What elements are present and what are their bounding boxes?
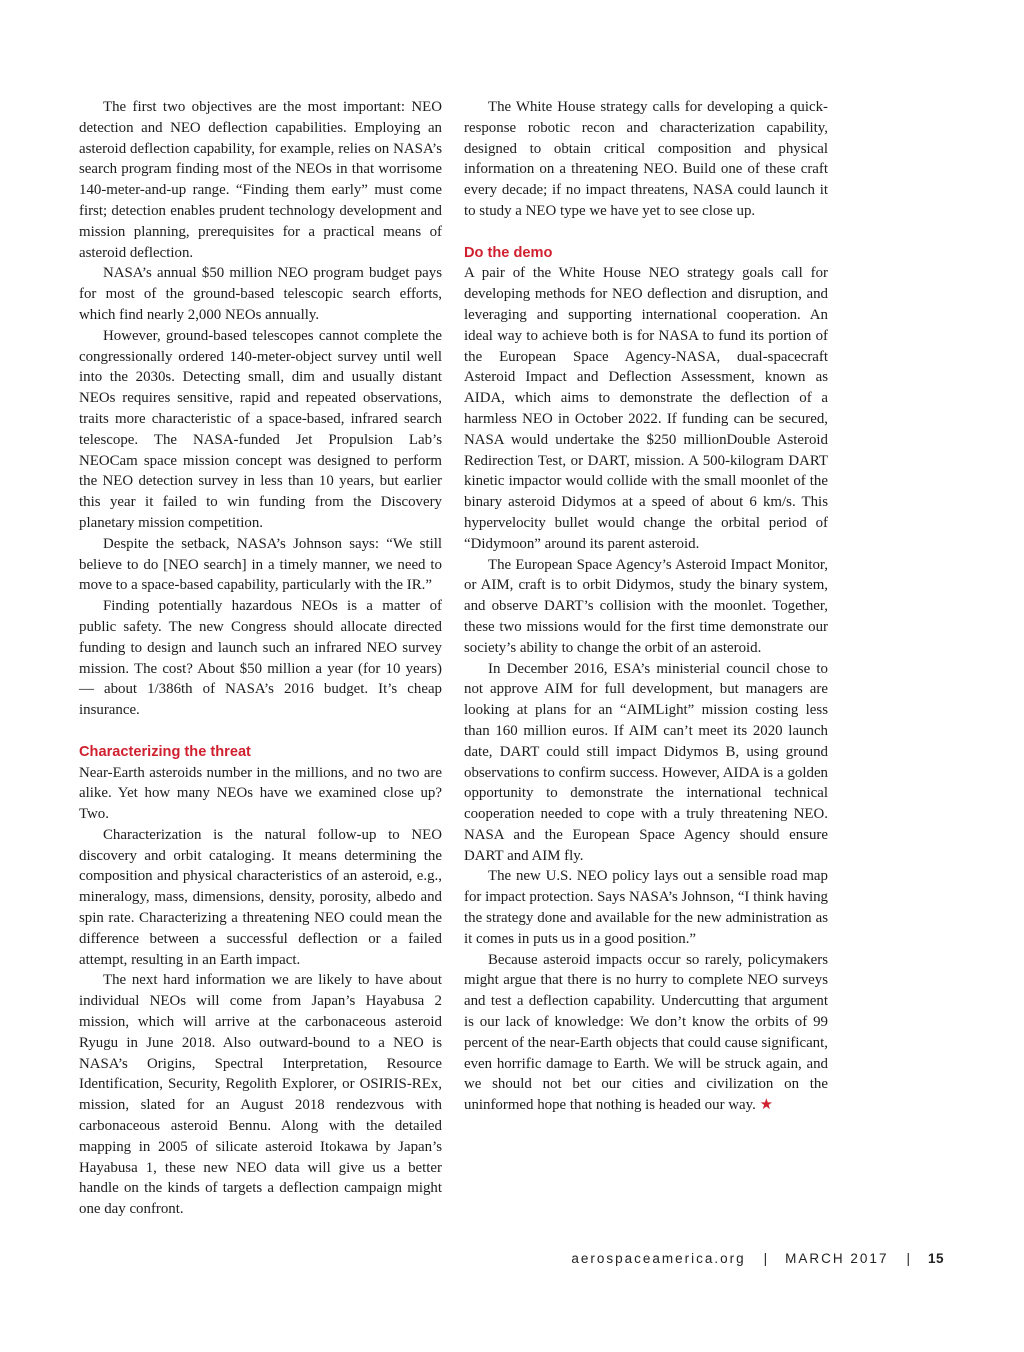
footer-separator: |: [906, 1250, 910, 1266]
paragraph: However, ground-based telescopes cannot complete the congressionally ordered 140-meter-object survey until well into the 2030s. Detecting small, dim and usually distant NEOs requires sensitive, rapid and repeated observations, traits more characteristic of a space-based, infrared search telescope. The NASA-funded Jet Propulsion Lab’s NEOCam space mission concept was designed to perform the NEO detection survey in less than 10 years, but earlier this year it failed to win funding from the Discovery planetary mission competition.: [79, 327, 442, 531]
section-heading: Do the demo: [464, 244, 553, 261]
paragraph: The European Space Agency’s Asteroid Impact Monitor, or AIM, craft is to orbit Didymos, study the binary system, and observe DART’s collision with the moonlet. Together, these two missions would for the first time demonstrate our society’s ability to change the orbit of an asteroid.: [464, 556, 828, 656]
paragraph: The next hard information we are likely to have about individual NEOs will come from Japan’s Hayabusa 2 mission, which will arrive at the carbonaceous asteroid Ryugu in June 2018. Also outward-bound to a NEO is NASA’s Origins, Spectral Interpretation, Resource Identification, Security, Regolith Explorer, or OSIRIS-REx, mission, slated for an August 2018 rendezvous with carbonaceous asteroid Bennu. Along with the detailed mapping in 2005 of silicate asteroid Itokawa by Japan’s Hayabusa 1, these new NEO data will give us a better handle on the kinds of targets a deflection campaign might one day confront.: [79, 972, 442, 1218]
paragraph-text: Because asteroid impacts occur so rarely, policymakers might argue that there is no hurry to complete NEO surveys and test a deflection capability. Undercutting that argument is our lack of knowledge: We don’t know the orbits of 99 percent of the near-Earth objects that could cause significant, even horrific damage to Earth. We will be struck again, and we should not bet our cities and civilization on the uninformed hope that nothing is headed our way.: [464, 951, 828, 1114]
section-spacer: [79, 721, 442, 742]
footer-separator: |: [763, 1250, 768, 1266]
paragraph: NASA’s annual $50 million NEO program budget pays for most of the ground-based telescopic search efforts, which find nearly 2,000 NEOs annually.: [79, 265, 442, 323]
paragraph: Characterization is the natural follow-up to NEO discovery and orbit cataloging. It means determining the composition and physical characteristics of an asteroid, e.g., mineralogy, mass, dimensions, density, porosity, albedo and spin rate. Characterizing a threatening NEO could mean the difference between a successful deflection or a failed attempt, resulting in an Earth impact.: [79, 826, 442, 968]
paragraph: The White House strategy calls for developing a quick-response robotic recon and characterization capability, designed to obtain critical composition and physical information on a threatening NEO. Build one of these craft every decade; if no impact threatens, NASA could launch it to study a NEO type we have yet to see close up.: [464, 99, 828, 219]
footer-issue: MARCH 2017: [785, 1250, 889, 1266]
paragraph: In December 2016, ESA’s ministerial council chose to not approve AIM for full development, but managers are looking at plans for an “AIMLight” mission costing less than 160 million euros. If AIM can’t meet its 2020 launch date, DART could still impact Didymos B, using ground observations to confirm success. However, AIDA is a golden opportunity to demonstrate the international technical cooperation needed to cope with a truly threatening NEO. NASA and the European Space Agency should ensure DART and AIM fly.: [464, 660, 828, 864]
page-footer: [571, 1248, 944, 1268]
page-number: 15: [927, 1250, 944, 1266]
paragraph: Finding potentially hazardous NEOs is a matter of public safety. The new Congress should allocate directed funding to design and launch such an infrared NEO survey mission. The cost? About $50 million a year (for 10 years) — about 1/386th of NASA’s 2016 budget. It’s cheap insurance.: [79, 598, 442, 719]
paragraph: The new U.S. NEO policy lays out a sensible road map for impact protection. Says NASA’s Johnson, “I think having the strategy done and available for the new administration as it comes in puts us in a good position.”: [464, 868, 828, 947]
paragraph: Near-Earth asteroids number in the millions, and no two are alike. Yet how many NEOs have we examined close up? Two.: [79, 764, 442, 823]
paragraph-final: [464, 950, 828, 1116]
footer-website: aerospaceamerica.org: [571, 1250, 746, 1266]
end-star-icon: ★: [759, 1097, 773, 1114]
section-heading: Characterizing the threat: [79, 743, 251, 760]
section-spacer: [464, 222, 828, 243]
left-column: [79, 97, 442, 1220]
paragraph: The first two objectives are the most important: NEO detection and NEO deflection capabilities. Employing an asteroid deflection capability, for example, relies on NASA’s search program finding most of the NEOs in that worrisome 140-meter-and-up range. “Finding them early” must come first; detection enables prudent technology development and mission planning, prerequisites for a practical means of asteroid deflection.: [79, 99, 442, 261]
paragraph: A pair of the White House NEO strategy goals call for developing methods for NEO deflection and disruption, and leveraging and supporting international cooperation. An ideal way to achieve both is for NASA to fund its portion of the European Space Agency-NASA, dual-spacecraft Asteroid Impact and Deflection Assessment, known as AIDA, which aims to demonstrate the deflection of a harmless NEO in October 2022. If funding can be secured, NASA would undertake the $250 millionDouble Asteroid Redirection Test, or DART, mission. A 500-kilogram DART kinetic impactor would collide with the small moonlet of the binary asteroid Didymos at a speed of about 6 km/s. This hypervelocity bullet would change the orbital period of “Didymoon” around its parent asteroid.: [464, 265, 828, 552]
paragraph: Despite the setback, NASA’s Johnson says: “We still believe to do [NEO search] in a timely manner, we need to move to a space-based capability, particularly with the IR.”: [79, 535, 442, 594]
right-column: [464, 97, 828, 1116]
